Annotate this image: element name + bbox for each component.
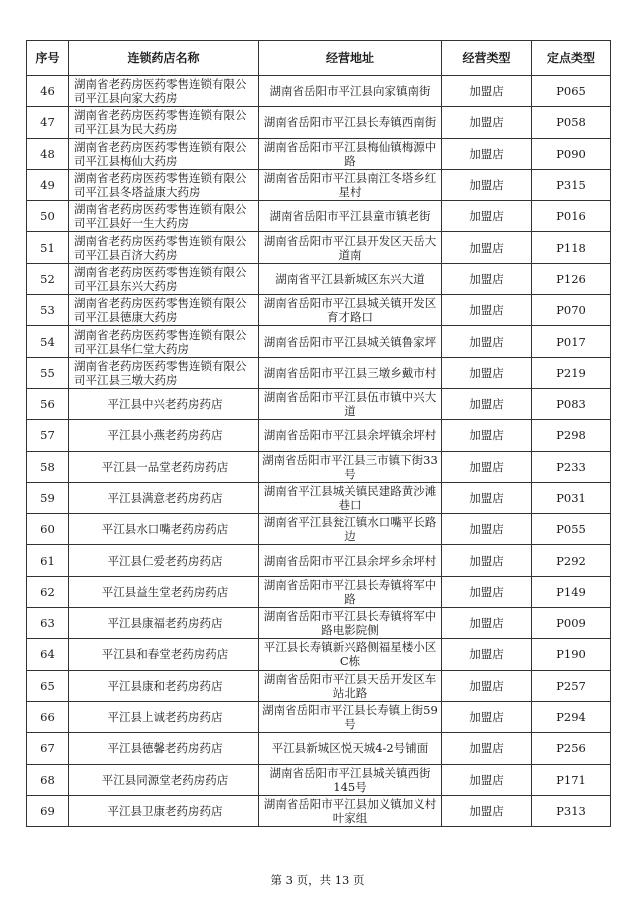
store-address: 湖南省平江县新城区东兴大道 [259,263,442,294]
designation-code: P190 [532,639,611,670]
row-index: 50 [27,201,69,232]
row-index: 68 [27,764,69,795]
designation-code: P055 [532,514,611,545]
store-address: 平江县长寿镇新兴路侧福星楼小区C栋 [259,639,442,670]
table-row [27,263,611,294]
store-name: 平江县水口嘴老药房药店 [69,514,259,545]
table-header-row [27,41,611,76]
table-row [27,388,611,419]
designation-code: P009 [532,608,611,639]
business-type: 加盟店 [442,795,532,826]
store-address: 湖南省岳阳市平江县向家镇南街 [259,76,442,107]
row-index: 58 [27,451,69,482]
row-index: 51 [27,232,69,263]
designation-code: P126 [532,263,611,294]
table-row [27,701,611,732]
designation-code: P298 [532,420,611,451]
designation-code: P313 [532,795,611,826]
table-row [27,107,611,138]
table-body [27,76,611,827]
header-store-name: 连锁药店名称 [69,41,259,76]
table-row [27,482,611,513]
store-address: 湖南省岳阳市平江县城关镇开发区育才路口 [259,295,442,326]
business-type: 加盟店 [442,420,532,451]
table-row [27,420,611,451]
table-row [27,295,611,326]
store-name: 平江县康福老药房药店 [69,608,259,639]
table-row [27,670,611,701]
business-type: 加盟店 [442,482,532,513]
store-address: 湖南省岳阳市平江县城关镇鲁家坪 [259,326,442,357]
business-type: 加盟店 [442,701,532,732]
table-row [27,76,611,107]
store-address: 湖南省岳阳市平江县长寿镇将军中路 [259,576,442,607]
business-type: 加盟店 [442,608,532,639]
row-index: 57 [27,420,69,451]
store-name: 湖南省老药房医药零售连锁有限公司平江县百济大药房 [69,232,259,263]
store-address: 湖南省岳阳市平江县加义镇加义村叶家组 [259,795,442,826]
pharmacy-list-sheet [26,40,610,827]
store-name: 平江县康和老药房药店 [69,670,259,701]
store-name: 平江县小燕老药房药店 [69,420,259,451]
business-type: 加盟店 [442,138,532,169]
table-row [27,639,611,670]
designation-code: P017 [532,326,611,357]
row-index: 49 [27,169,69,200]
business-type: 加盟店 [442,388,532,419]
table-row [27,576,611,607]
row-index: 67 [27,733,69,764]
store-name: 湖南省老药房医药零售连锁有限公司平江县德康大药房 [69,295,259,326]
store-name: 平江县一品堂老药房药店 [69,451,259,482]
header-business-type: 经营类型 [442,41,532,76]
row-index: 60 [27,514,69,545]
designation-code: P118 [532,232,611,263]
business-type: 加盟店 [442,733,532,764]
business-type: 加盟店 [442,576,532,607]
store-address: 湖南省岳阳市平江县三墩乡戴市村 [259,357,442,388]
business-type: 加盟店 [442,639,532,670]
store-name: 平江县同源堂老药房药店 [69,764,259,795]
row-index: 48 [27,138,69,169]
designation-code: P171 [532,764,611,795]
store-address: 湖南省岳阳市平江县长寿镇西南街 [259,107,442,138]
designation-code: P065 [532,76,611,107]
store-address: 平江县新城区悦天城4-2号铺面 [259,733,442,764]
store-address: 湖南省岳阳市平江县童市镇老街 [259,201,442,232]
business-type: 加盟店 [442,263,532,294]
table-row [27,764,611,795]
business-type: 加盟店 [442,514,532,545]
store-name: 湖南省老药房医药零售连锁有限公司平江县向家大药房 [69,76,259,107]
business-type: 加盟店 [442,201,532,232]
business-type: 加盟店 [442,451,532,482]
store-address: 湖南省岳阳市平江县三市镇下街33号 [259,451,442,482]
row-index: 55 [27,357,69,388]
store-name: 湖南省老药房医药零售连锁有限公司平江县为民大药房 [69,107,259,138]
store-address: 湖南省岳阳市平江县城关镇西街145号 [259,764,442,795]
business-type: 加盟店 [442,76,532,107]
store-address: 湖南省岳阳市平江县梅仙镇梅源中路 [259,138,442,169]
store-address: 湖南省岳阳市平江县余坪镇余坪村 [259,420,442,451]
row-index: 64 [27,639,69,670]
business-type: 加盟店 [442,295,532,326]
store-address: 湖南省岳阳市平江县伍市镇中兴大道 [259,388,442,419]
row-index: 54 [27,326,69,357]
designation-code: P233 [532,451,611,482]
business-type: 加盟店 [442,764,532,795]
designation-code: P292 [532,545,611,576]
store-name: 湖南省老药房医药零售连锁有限公司平江县东兴大药房 [69,263,259,294]
row-index: 56 [27,388,69,419]
designation-code: P070 [532,295,611,326]
row-index: 46 [27,76,69,107]
designation-code: P256 [532,733,611,764]
header-index: 序号 [27,41,69,76]
store-address: 湖南省岳阳市平江县长寿镇上街59号 [259,701,442,732]
row-index: 65 [27,670,69,701]
table-row [27,733,611,764]
designation-code: P031 [532,482,611,513]
store-name: 湖南省老药房医药零售连锁有限公司平江县梅仙大药房 [69,138,259,169]
table-row [27,326,611,357]
designation-code: P294 [532,701,611,732]
business-type: 加盟店 [442,232,532,263]
store-address: 湖南省岳阳市平江县长寿镇将军中路电影院侧 [259,608,442,639]
store-address: 湖南省岳阳市平江县余坪乡余坪村 [259,545,442,576]
header-designation-type: 定点类型 [532,41,611,76]
business-type: 加盟店 [442,107,532,138]
table-row [27,357,611,388]
store-address: 湖南省岳阳市平江县南江冬塔乡红星村 [259,169,442,200]
row-index: 63 [27,608,69,639]
header-address: 经营地址 [259,41,442,76]
designation-code: P090 [532,138,611,169]
designation-code: P058 [532,107,611,138]
table-row [27,451,611,482]
row-index: 47 [27,107,69,138]
row-index: 69 [27,795,69,826]
store-name: 平江县益生堂老药房药店 [69,576,259,607]
store-name: 平江县德馨老药房药店 [69,733,259,764]
table-row [27,201,611,232]
table-row [27,138,611,169]
store-name: 平江县满意老药房药店 [69,482,259,513]
table-row [27,795,611,826]
table-row [27,545,611,576]
business-type: 加盟店 [442,326,532,357]
designation-code: P083 [532,388,611,419]
row-index: 61 [27,545,69,576]
store-name: 湖南省老药房医药零售连锁有限公司平江县冬塔益康大药房 [69,169,259,200]
designation-code: P219 [532,357,611,388]
store-name: 湖南省老药房医药零售连锁有限公司平江县好一生大药房 [69,201,259,232]
store-name: 平江县和春堂老药房药店 [69,639,259,670]
row-index: 52 [27,263,69,294]
designation-code: P315 [532,169,611,200]
store-name: 平江县上诚老药房药店 [69,701,259,732]
table-row [27,608,611,639]
business-type: 加盟店 [442,670,532,701]
store-name: 平江县中兴老药房药店 [69,388,259,419]
store-address: 湖南省岳阳市平江县天岳开发区车站北路 [259,670,442,701]
designation-code: P016 [532,201,611,232]
store-name: 湖南省老药房医药零售连锁有限公司平江县三墩大药房 [69,357,259,388]
table-row [27,232,611,263]
row-index: 53 [27,295,69,326]
store-name: 平江县卫康老药房药店 [69,795,259,826]
store-name: 湖南省老药房医药零售连锁有限公司平江县华仁堂大药房 [69,326,259,357]
business-type: 加盟店 [442,169,532,200]
pharmacy-table [26,40,611,827]
business-type: 加盟店 [442,545,532,576]
row-index: 59 [27,482,69,513]
designation-code: P149 [532,576,611,607]
store-name: 平江县仁爱老药房药店 [69,545,259,576]
table-row [27,514,611,545]
page-footer: 第 3 页，共 13 页 [270,873,365,887]
row-index: 66 [27,701,69,732]
business-type: 加盟店 [442,357,532,388]
row-index: 62 [27,576,69,607]
store-address: 湖南省岳阳市平江县开发区天岳大道南 [259,232,442,263]
store-address: 湖南省平江县城关镇民建路黄沙滩巷口 [259,482,442,513]
designation-code: P257 [532,670,611,701]
table-row [27,169,611,200]
store-address: 湖南省平江县瓮江镇水口嘴平长路边 [259,514,442,545]
